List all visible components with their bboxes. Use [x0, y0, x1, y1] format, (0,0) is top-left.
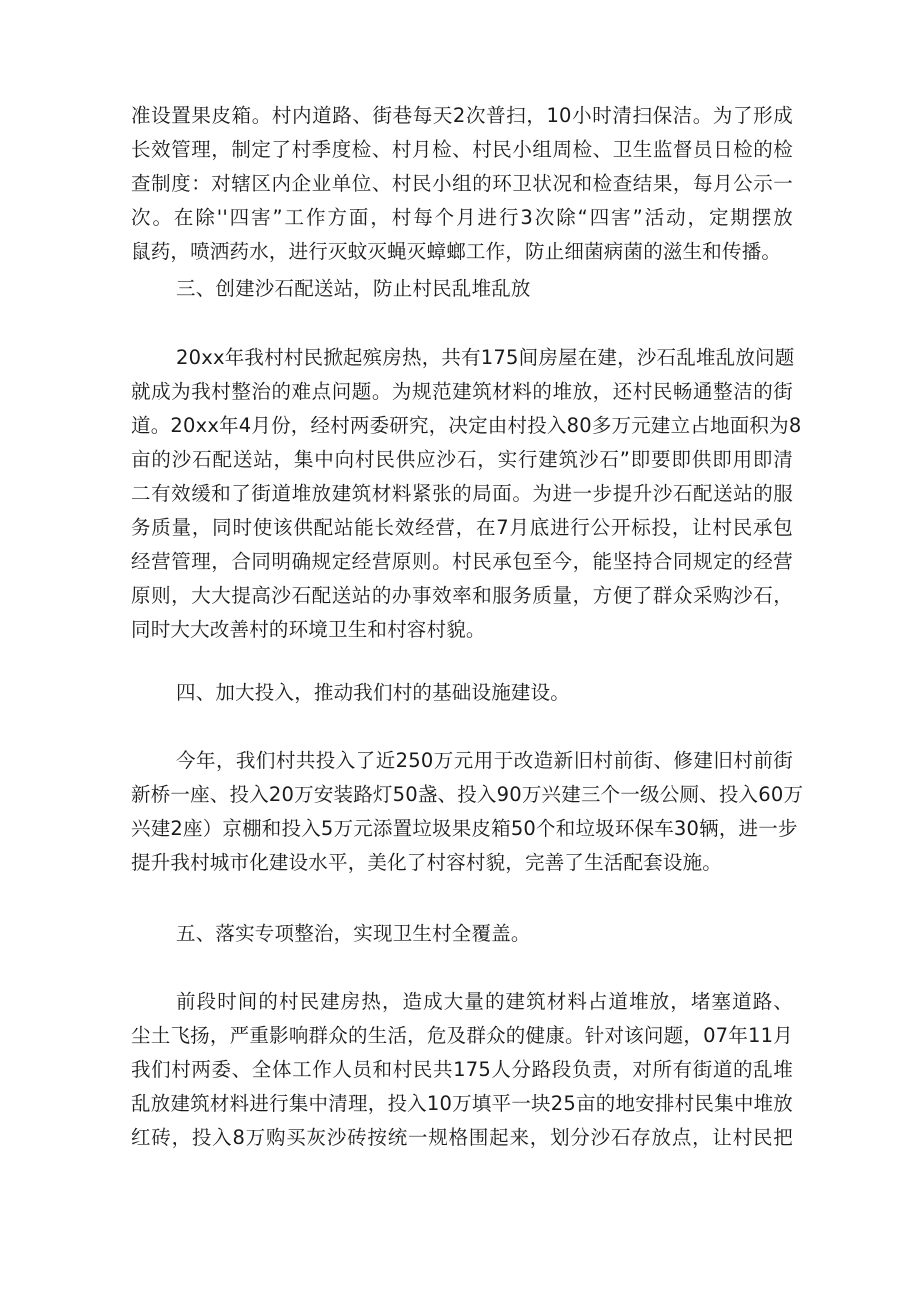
text-line: 乱放建筑材料进行集中清理，投入10万填平一块25亩的地安排村民集中堆放 [131, 1092, 793, 1115]
text-line: 今年，我们村共投入了近250万元用于改造新旧村前街、修建旧村前街 [176, 749, 793, 772]
text-line: 鼠药，喷洒药水，进行灭蚊灭蝇灭蟑螂工作，防止细菌病菌的滋生和传播。 [131, 240, 782, 263]
text-line: 长效管理，制定了村季度检、村月检、村民小组周检、卫生监督员日检的检 [131, 138, 793, 161]
text-line: 亩的沙石配送站，集中向村民供应沙石，实行建筑沙石”即要即供即用即清 [131, 448, 793, 471]
section-heading-4 [131, 676, 793, 710]
text-line: 同时大大改善村的环境卫生和村容村貌。 [131, 618, 486, 641]
section-heading-3 [131, 272, 793, 306]
section-heading-5 [131, 917, 793, 951]
text-line: 20xx年我村村民掀起殡房热，共有175间房屋在建，沙石乱堆乱放问题 [176, 346, 795, 369]
paragraph-sanitation-management [131, 99, 793, 269]
heading-text: 五、落实专项整治，实现卫生村全覆盖。 [176, 922, 531, 945]
text-line: 红砖，投入8万购买灰沙砖按统一规格围起来，划分沙石存放点，让村民把 [131, 1126, 793, 1149]
text-line: 原则，大大提高沙石配送站的办事效率和服务质量，方便了群众采购沙石， [131, 584, 793, 607]
text-line: 二有效缓和了街道堆放建筑材料紧张的局面。为进一步提升沙石配送站的服 [131, 482, 793, 505]
text-line: 道。20xx年4月份，经村两委研究，决定由村投入80多万元建立占地面积为8 [131, 414, 802, 437]
text-line: 查制度：对辖区内企业单位、村民小组的环卫状况和检查结果，每月公示一 [131, 172, 793, 195]
text-line: 提升我村城市化建设水平，美化了村容村貌，完善了生活配套设施。 [131, 851, 723, 874]
text-line: 兴建2座）京棚和投入5万元添置垃圾果皮箱50个和垃圾环保车30辆，进一步 [131, 817, 798, 840]
text-line: 务质量，同时使该供配站能长效经营，在7月底进行公开标投，让村民承包 [131, 516, 793, 539]
paragraph-infrastructure [131, 744, 804, 880]
text-line: 次。在除''四害”工作方面，村每个月进行3次除“四害”活动，定期摆放 [131, 206, 793, 229]
text-line: 经营管理，合同明确规定经营原则。村民承包至今，能坚持合同规定的经营 [131, 550, 793, 573]
text-line: 我们村两委、全体工作人员和村民共175人分路段负责，对所有街道的乱堆 [131, 1058, 793, 1081]
text-line: 准设置果皮箱。村内道路、街巷每天2次普扫，10小时清扫保洁。为了形成 [131, 104, 793, 127]
text-line: 前段时间的村民建房热，造成大量的建筑材料占道堆放，堵塞道路、 [176, 990, 793, 1013]
text-line: 新桥一座、投入20万安装路灯50盏、投入90万兴建三个一级公厕、投入60万 [131, 783, 804, 806]
paragraph-sand-depot [131, 341, 802, 647]
paragraph-special-rectification [131, 985, 793, 1155]
heading-text: 四、加大投入，推动我们村的基础设施建设。 [176, 681, 571, 704]
heading-text: 三、创建沙石配送站，防止村民乱堆乱放 [176, 277, 531, 300]
text-line: 尘土飞扬，严重影响群众的生活，危及群众的健康。针对该问题，07年11月 [131, 1024, 793, 1047]
text-line: 就成为我村整治的难点问题。为规范建筑材料的堆放，还村民畅通整洁的街 [131, 380, 793, 403]
